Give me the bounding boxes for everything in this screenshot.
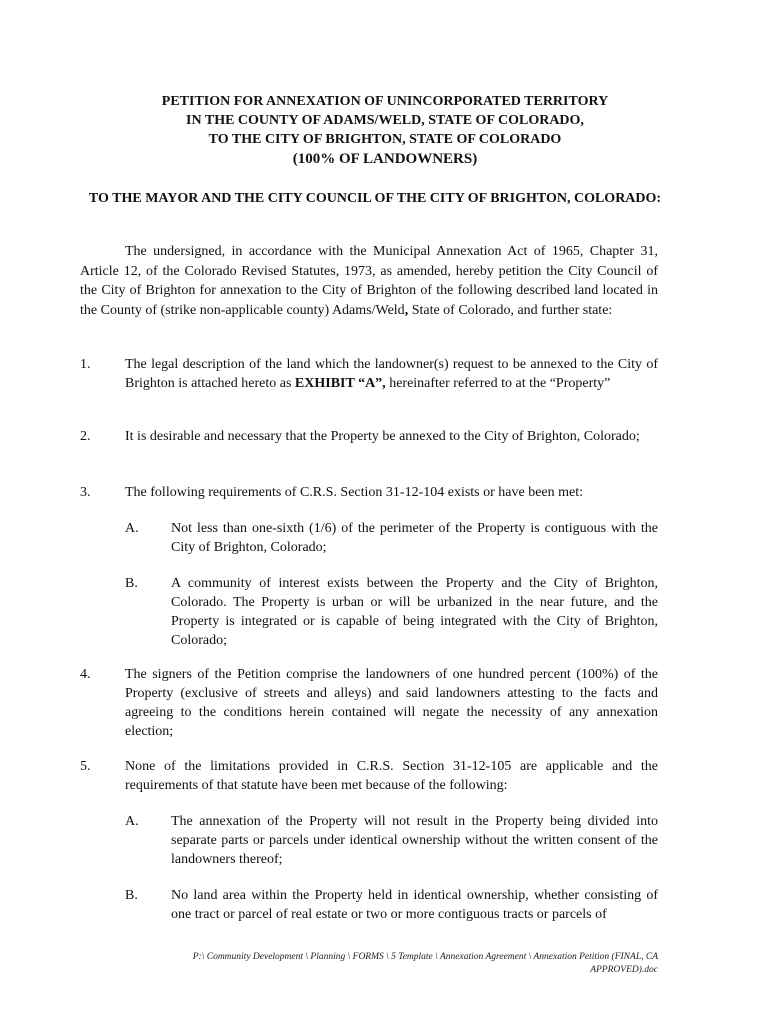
- list-item-1: [80, 355, 658, 393]
- title-line-3: TO THE CITY OF BRIGHTON, STATE OF COLORADO: [208, 132, 562, 147]
- exhibit-reference: EXHIBIT “A”,: [294, 376, 386, 391]
- petition-title: [0, 92, 770, 169]
- list-item-3: [80, 483, 658, 502]
- intro-text-end: State of Colorado, and further state:: [408, 302, 613, 318]
- title-line-4: (100% OF LANDOWNERS): [292, 151, 478, 167]
- sub-item-text: Not less than one-sixth (1/6) of the perimeter of the Property is contiguous with the City of Brighton, Colorado;: [171, 521, 658, 555]
- sub-item-text: No land area within the Property held in identical ownership, whether consisting of one tract or parcel of real estate or two or more contiguous tracts or parcels of: [171, 888, 658, 922]
- addressee-heading: TO THE MAYOR AND THE CITY COUNCIL OF THE CITY OF BRIGHTON, COLORADO:: [88, 191, 662, 206]
- item-text: It is desirable and necessary that the Property be annexed to the City of Brighton, Colorado;: [125, 429, 640, 444]
- item-number: 3.: [80, 485, 91, 500]
- item-number: 2.: [80, 429, 91, 444]
- intro-text: The undersigned, in accordance with the Municipal Annexation Act of 1965, Chapter 31, Article 12, of the Colorado Revised Statutes, 1973, as amended, hereby petition the City Council of the City of Brighton for annexation to the City of Brighton of the following described land located in the County of (strike non-applicable county) Adams/Weld: [80, 244, 658, 318]
- title-line-2: IN THE COUNTY OF ADAMS/WELD, STATE OF COLORADO,: [186, 113, 584, 128]
- sub-item-5a: [125, 812, 658, 869]
- sub-item-letter: B.: [125, 576, 138, 591]
- intro-paragraph: [80, 242, 658, 320]
- sub-item-text: The annexation of the Property will not result in the Property being divided into separate parts or parcels under identical ownership without the written consent of the landowners thereof;: [171, 814, 658, 867]
- item-text: The signers of the Petition comprise the landowners of one hundred percent (100%) of the Property (exclusive of streets and alleys) and said landowners attesting to the facts and agreeing to the conditions herein contained will negate the necessity of any annexation election;: [125, 667, 658, 739]
- sub-item-3b: [125, 574, 658, 650]
- item-text-part: hereinafter referred to at the “Property”: [385, 376, 611, 391]
- title-line-1: PETITION FOR ANNEXATION OF UNINCORPORATED TERRITORY: [161, 94, 609, 109]
- sub-item-text: A community of interest exists between the Property and the City of Brighton, Colorado. The Property is urban or will be urbanized in the near future, and the Property is integrated or is capable of being integrated with the City of Brighton, Colorado;: [171, 576, 658, 648]
- sub-item-3a: [125, 519, 658, 557]
- item-text: The following requirements of C.R.S. Section 31-12-104 exists or have been met:: [125, 485, 584, 500]
- sub-item-letter: A.: [125, 814, 139, 829]
- file-path-footer: P:\ Community Development \ Planning \ FORMS \ 5 Template \ Annexation Agreement \ Annexation Petition (FINAL, CA APPROVED).doc: [192, 952, 658, 975]
- item-text: None of the limitations provided in C.R.S. Section 31-12-105 are applicable and the requirements of that statute have been met because of the following:: [125, 759, 658, 793]
- list-item-5: [80, 757, 658, 795]
- item-number: 5.: [80, 759, 91, 774]
- sub-item-letter: B.: [125, 888, 138, 903]
- intro-comma: ,: [404, 302, 409, 318]
- item-number: 1.: [80, 357, 91, 372]
- item-text: [125, 355, 658, 393]
- item-number: 4.: [80, 667, 91, 682]
- list-item-2: [80, 427, 658, 446]
- sub-item-5b: [125, 886, 658, 924]
- list-item-4: [80, 665, 658, 741]
- sub-item-letter: A.: [125, 521, 139, 536]
- item-text-part: The legal description of the land which the landowner(s) request to be annexed to the City of Brighton is attached hereto as: [125, 357, 658, 391]
